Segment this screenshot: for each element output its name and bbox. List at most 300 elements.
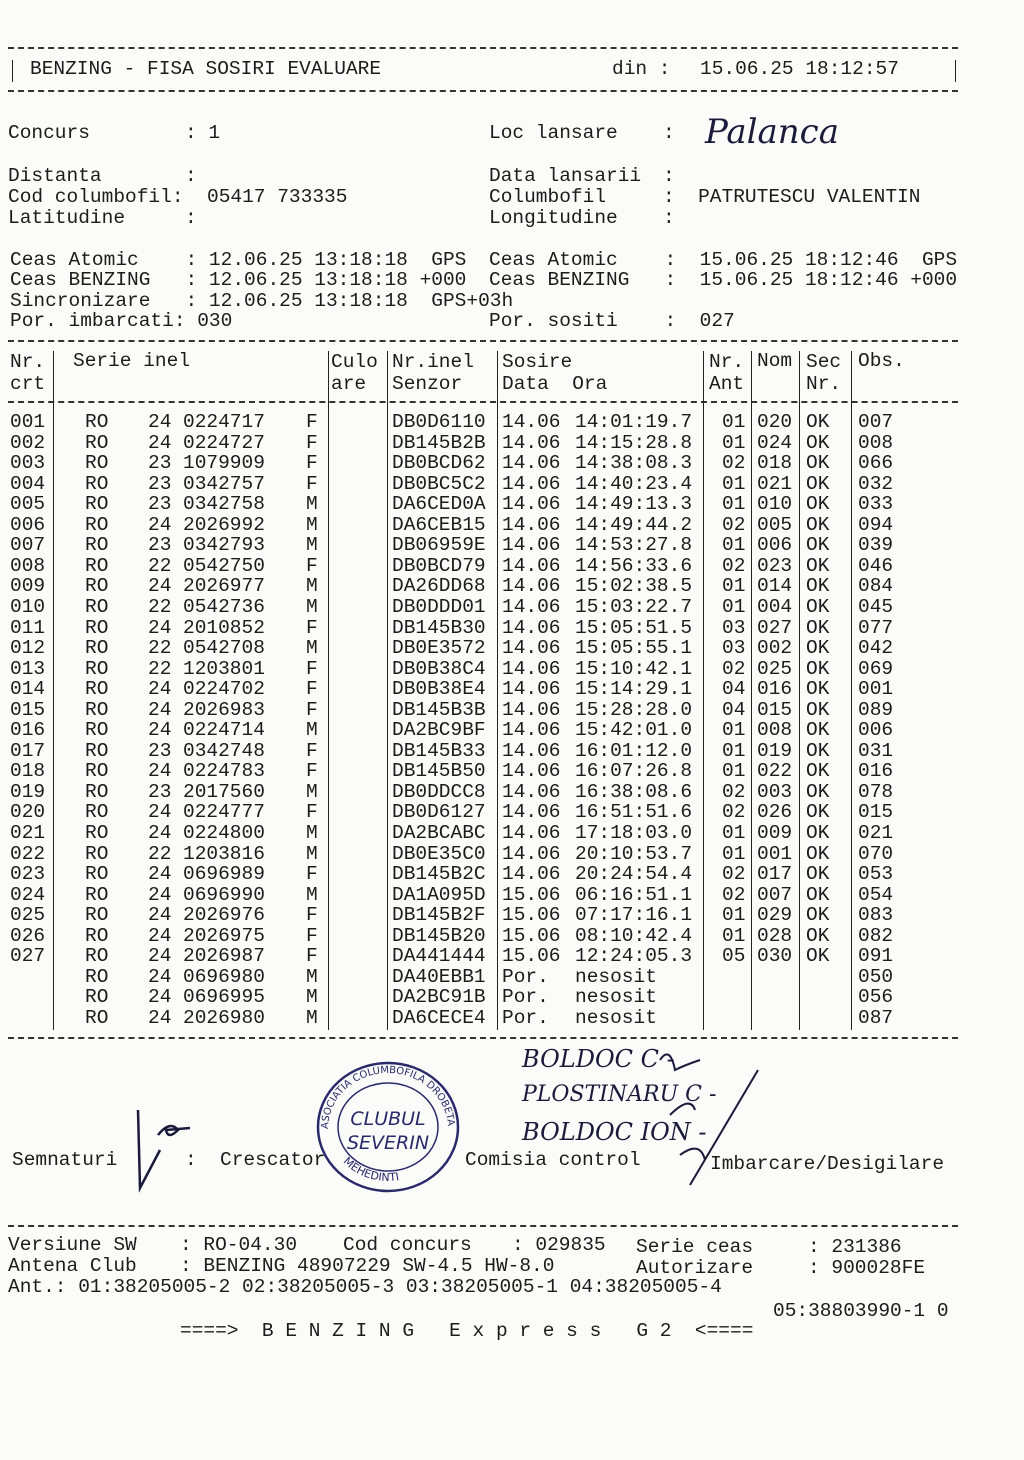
separator: : bbox=[663, 122, 675, 144]
concurs-value: : 1 bbox=[185, 122, 221, 144]
frame-left bbox=[12, 60, 13, 82]
cell-arrival-date: 14.06 bbox=[502, 554, 561, 577]
cell-sex: M bbox=[306, 637, 318, 660]
cell-ring-year: 23 bbox=[148, 739, 172, 762]
cell-sec-status: OK bbox=[806, 513, 830, 536]
divider bbox=[8, 47, 958, 49]
cell-sex: M bbox=[306, 822, 318, 844]
cell-sec-status: OK bbox=[806, 472, 830, 495]
cell-sex: F bbox=[306, 657, 318, 680]
column-divider bbox=[53, 351, 54, 1030]
cell-obs: 032 bbox=[858, 472, 894, 495]
cell-arrival-time: 20:24:54.4 bbox=[575, 863, 693, 886]
cell-ring-number: 2026980 bbox=[183, 1006, 265, 1029]
cell-arrival-time: 15:14:29.1 bbox=[575, 678, 693, 701]
antena-value: : BENZING 48907229 SW-4.5 HW-8.0 bbox=[180, 1255, 555, 1277]
cell-ring-number: 0342748 bbox=[183, 739, 265, 762]
cell-ring-year: 23 bbox=[148, 472, 172, 495]
cell-nom: 023 bbox=[757, 554, 793, 577]
cell-nr-crt: 022 bbox=[10, 842, 46, 865]
cell-ring-year: 24 bbox=[148, 616, 172, 639]
clock-left-2: Ceas BENZING : 12.06.25 13:18:18 +000 bbox=[10, 269, 467, 291]
cell-country: RO bbox=[85, 472, 109, 495]
cell-nr-crt: 010 bbox=[10, 595, 46, 618]
committee-name-1: BOLDOC C - bbox=[522, 1045, 675, 1073]
cell-antenna: 01 bbox=[722, 739, 746, 762]
cell-arrival-date: Por. bbox=[502, 1006, 549, 1029]
cell-antenna: 03 bbox=[722, 616, 746, 639]
data-lansarii-label: Data lansarii bbox=[489, 165, 642, 187]
cell-arrival-date: 14.06 bbox=[502, 472, 561, 495]
cell-nr-crt: 005 bbox=[10, 493, 46, 516]
cell-country: RO bbox=[85, 493, 109, 516]
clock-right-1: Ceas Atomic : 15.06.25 18:12:46 GPS bbox=[489, 249, 958, 271]
cell-sensor-id: DB0D6127 bbox=[392, 801, 486, 824]
crescator-label: Crescator bbox=[220, 1149, 326, 1171]
imbarcare-label: Imbarcare/Desigilare bbox=[710, 1153, 945, 1175]
por-sositi: Por. sositi : 027 bbox=[489, 310, 735, 332]
cell-arrival-time: 16:07:26.8 bbox=[575, 760, 693, 783]
cell-sex: F bbox=[306, 945, 318, 968]
cell-arrival-time: 17:18:03.0 bbox=[575, 822, 693, 844]
cell-ring-year: 23 bbox=[148, 452, 172, 475]
cell-nr-crt: 014 bbox=[10, 678, 46, 701]
cell-sensor-id: DA2BC91B bbox=[392, 986, 486, 1009]
cell-ring-number: 2026977 bbox=[183, 575, 265, 598]
cell-antenna: 04 bbox=[722, 678, 746, 701]
cell-sec-status: OK bbox=[806, 924, 830, 947]
cell-ring-year: 24 bbox=[148, 678, 172, 701]
cell-sec-status: OK bbox=[806, 780, 830, 803]
column-divider bbox=[703, 351, 704, 1030]
cell-sex: F bbox=[306, 411, 318, 433]
cell-ring-year: 22 bbox=[148, 842, 172, 865]
cell-obs: 087 bbox=[858, 1006, 894, 1029]
cell-antenna: 01 bbox=[722, 493, 746, 516]
col-culoare: Culo are bbox=[331, 351, 378, 395]
cell-nom: 002 bbox=[757, 637, 793, 660]
cell-country: RO bbox=[85, 719, 109, 742]
distanta-label: Distanta bbox=[8, 165, 102, 187]
cell-ring-year: 24 bbox=[148, 863, 172, 886]
cell-ring-number: 0224714 bbox=[183, 719, 265, 742]
cell-nr-crt: 006 bbox=[10, 513, 46, 536]
cell-nom: 024 bbox=[757, 431, 793, 454]
cell-nom: 025 bbox=[757, 657, 793, 680]
cell-arrival-date: 14.06 bbox=[502, 678, 561, 701]
cell-country: RO bbox=[85, 411, 109, 433]
latitudine-label: Latitudine bbox=[8, 207, 126, 229]
divider bbox=[8, 1037, 958, 1039]
breeder-signature bbox=[130, 1100, 200, 1195]
cell-ring-number: 2017560 bbox=[183, 780, 265, 803]
columbofil-label: Columbofil bbox=[489, 186, 607, 208]
cell-ring-year: 24 bbox=[148, 575, 172, 598]
longitudine-label: Longitudine bbox=[489, 207, 618, 229]
cell-sex: F bbox=[306, 554, 318, 577]
cell-sex: M bbox=[306, 842, 318, 865]
cell-obs: 066 bbox=[858, 452, 894, 475]
cell-arrival-date: 14.06 bbox=[502, 801, 561, 824]
antenna-list: Ant.: 01:38205005-2 02:38205005-3 03:38205005-1 04:38205005-4 bbox=[8, 1276, 722, 1298]
cell-nr-crt: 025 bbox=[10, 904, 46, 927]
antenna-list-2: 05:38803990-1 0 bbox=[773, 1300, 949, 1322]
cell-antenna: 01 bbox=[722, 472, 746, 495]
cell-sex: M bbox=[306, 595, 318, 618]
cell-sec-status: OK bbox=[806, 822, 830, 844]
cell-country: RO bbox=[85, 1006, 109, 1029]
cell-nr-crt: 011 bbox=[10, 616, 46, 639]
cell-obs: 015 bbox=[858, 801, 894, 824]
cell-country: RO bbox=[85, 883, 109, 906]
cell-obs: 008 bbox=[858, 431, 894, 454]
cell-obs: 031 bbox=[858, 739, 894, 762]
cell-ring-number: 2026983 bbox=[183, 698, 265, 721]
cell-nr-crt: 007 bbox=[10, 534, 46, 557]
cell-country: RO bbox=[85, 595, 109, 618]
cell-ring-year: 22 bbox=[148, 657, 172, 680]
cell-ring-number: 2026992 bbox=[183, 513, 265, 536]
cell-ring-year: 24 bbox=[148, 431, 172, 454]
printed-datetime: 15.06.25 18:12:57 bbox=[700, 58, 899, 80]
cell-obs: 007 bbox=[858, 411, 894, 433]
cell-ring-number: 0696989 bbox=[183, 863, 265, 886]
cell-sex: F bbox=[306, 431, 318, 454]
cell-country: RO bbox=[85, 452, 109, 475]
cell-country: RO bbox=[85, 863, 109, 886]
cell-obs: 016 bbox=[858, 760, 894, 783]
separator: : bbox=[185, 165, 197, 187]
cell-nr-crt: 003 bbox=[10, 452, 46, 475]
cell-nr-crt: 018 bbox=[10, 760, 46, 783]
loc-lansare-label: Loc lansare bbox=[489, 122, 618, 144]
cell-sensor-id: DB0DDCC8 bbox=[392, 780, 486, 803]
cell-sex: F bbox=[306, 452, 318, 475]
cod-concurs-label: Cod concurs bbox=[343, 1234, 472, 1256]
cell-country: RO bbox=[85, 986, 109, 1009]
frame-right bbox=[955, 60, 956, 82]
cell-antenna: 01 bbox=[722, 924, 746, 947]
cell-nom: 027 bbox=[757, 616, 793, 639]
cell-nom: 026 bbox=[757, 801, 793, 824]
cell-sensor-id: DB145B2B bbox=[392, 431, 486, 454]
cell-sensor-id: DA26DD68 bbox=[392, 575, 486, 598]
cell-nom: 019 bbox=[757, 739, 793, 762]
antena-label: Antena Club bbox=[8, 1255, 137, 1277]
cell-obs: 082 bbox=[858, 924, 894, 947]
cell-antenna: 02 bbox=[722, 554, 746, 577]
comisia-control-label: Comisia control bbox=[465, 1149, 641, 1171]
cell-sec-status: OK bbox=[806, 678, 830, 701]
cell-ring-year: 23 bbox=[148, 534, 172, 557]
cell-obs: 042 bbox=[858, 637, 894, 660]
cell-sensor-id: DA441444 bbox=[392, 945, 486, 968]
cell-ring-year: 24 bbox=[148, 411, 172, 433]
separator: : bbox=[185, 1149, 197, 1171]
cell-sec-status: OK bbox=[806, 801, 830, 824]
cell-nr-crt: 015 bbox=[10, 698, 46, 721]
cell-arrival-date: 14.06 bbox=[502, 411, 561, 433]
cell-ring-year: 24 bbox=[148, 822, 172, 844]
cell-ring-year: 22 bbox=[148, 595, 172, 618]
cell-nom: 018 bbox=[757, 452, 793, 475]
cell-sex: F bbox=[306, 801, 318, 824]
cell-obs: 045 bbox=[858, 595, 894, 618]
cell-arrival-date: 14.06 bbox=[502, 575, 561, 598]
cell-nom: 010 bbox=[757, 493, 793, 516]
cell-arrival-time: nesosit bbox=[575, 1006, 657, 1029]
cell-nom: 007 bbox=[757, 883, 793, 906]
cell-nom: 005 bbox=[757, 513, 793, 536]
cell-obs: 078 bbox=[858, 780, 894, 803]
cell-arrival-date: Por. bbox=[502, 986, 549, 1009]
autorizare-label: Autorizare bbox=[636, 1257, 754, 1279]
cell-obs: 033 bbox=[858, 493, 894, 516]
cell-arrival-time: 08:10:42.4 bbox=[575, 924, 693, 947]
cell-sec-status: OK bbox=[806, 842, 830, 865]
stamp-ring-top: ASOCIATIA COLUMBOFILA DROBETA bbox=[319, 1064, 456, 1130]
cell-ring-number: 0696980 bbox=[183, 965, 265, 988]
column-divider bbox=[851, 351, 852, 1030]
cell-sec-status: OK bbox=[806, 760, 830, 783]
cell-antenna: 02 bbox=[722, 863, 746, 886]
cell-obs: 046 bbox=[858, 554, 894, 577]
cell-arrival-time: 16:38:08.6 bbox=[575, 780, 693, 803]
cell-antenna: 04 bbox=[722, 698, 746, 721]
cell-sensor-id: DB145B20 bbox=[392, 924, 486, 947]
cell-sec-status: OK bbox=[806, 431, 830, 454]
cell-nr-crt: 004 bbox=[10, 472, 46, 495]
cell-nom: 028 bbox=[757, 924, 793, 947]
semnaturi-label: Semnaturi bbox=[12, 1149, 118, 1171]
cell-ring-year: 24 bbox=[148, 924, 172, 947]
cell-sensor-id: DB0D6110 bbox=[392, 411, 486, 433]
cell-arrival-date: 14.06 bbox=[502, 534, 561, 557]
cod-concurs-value: : 029835 bbox=[512, 1234, 606, 1256]
cell-sensor-id: DA6CEB15 bbox=[392, 513, 486, 536]
cell-arrival-time: 14:01:19.7 bbox=[575, 411, 693, 433]
cell-ring-number: 0342758 bbox=[183, 493, 265, 516]
cell-arrival-time: 15:10:42.1 bbox=[575, 657, 693, 680]
cell-antenna: 01 bbox=[722, 595, 746, 618]
cell-country: RO bbox=[85, 945, 109, 968]
cell-country: RO bbox=[85, 965, 109, 988]
cell-country: RO bbox=[85, 431, 109, 454]
cell-ring-number: 0542708 bbox=[183, 637, 265, 660]
cell-ring-year: 22 bbox=[148, 554, 172, 577]
cell-sensor-id: DB0B38E4 bbox=[392, 678, 486, 701]
cell-obs: 084 bbox=[858, 575, 894, 598]
cell-arrival-time: 16:01:12.0 bbox=[575, 739, 693, 762]
cell-antenna: 02 bbox=[722, 883, 746, 906]
cell-country: RO bbox=[85, 904, 109, 927]
cell-nom: 009 bbox=[757, 822, 793, 844]
cell-arrival-date: 14.06 bbox=[502, 842, 561, 865]
cell-sec-status: OK bbox=[806, 575, 830, 598]
cell-sex: M bbox=[306, 780, 318, 803]
cell-country: RO bbox=[85, 698, 109, 721]
cell-nom: 030 bbox=[757, 945, 793, 968]
cell-ring-year: 24 bbox=[148, 1006, 172, 1029]
cell-obs: 021 bbox=[858, 822, 894, 844]
cell-obs: 077 bbox=[858, 616, 894, 639]
cell-sensor-id: DB0E35C0 bbox=[392, 842, 486, 865]
device-banner: ====> B E N Z I N G E x p r e s s G 2 <==== bbox=[180, 1320, 754, 1342]
cell-ring-number: 2026976 bbox=[183, 904, 265, 927]
cell-antenna: 02 bbox=[722, 513, 746, 536]
cell-ring-year: 24 bbox=[148, 760, 172, 783]
cell-arrival-date: 14.06 bbox=[502, 431, 561, 454]
cell-nom: 014 bbox=[757, 575, 793, 598]
cell-obs: 091 bbox=[858, 945, 894, 968]
cell-obs: 070 bbox=[858, 842, 894, 865]
cell-arrival-date: 14.06 bbox=[502, 863, 561, 886]
cell-sec-status: OK bbox=[806, 637, 830, 660]
cell-arrival-date: 14.06 bbox=[502, 760, 561, 783]
cell-antenna: 01 bbox=[722, 760, 746, 783]
cell-country: RO bbox=[85, 534, 109, 557]
cell-sensor-id: DB0DDD01 bbox=[392, 595, 486, 618]
cell-arrival-date: 15.06 bbox=[502, 945, 561, 968]
cell-sec-status: OK bbox=[806, 616, 830, 639]
cell-sensor-id: DB145B30 bbox=[392, 616, 486, 639]
cell-ring-year: 22 bbox=[148, 637, 172, 660]
column-divider bbox=[497, 351, 498, 1030]
cell-arrival-time: 14:49:44.2 bbox=[575, 513, 693, 536]
cell-sensor-id: DA1A095D bbox=[392, 883, 486, 906]
cell-nom: 003 bbox=[757, 780, 793, 803]
cell-sex: F bbox=[306, 924, 318, 947]
cell-country: RO bbox=[85, 513, 109, 536]
cell-ring-year: 24 bbox=[148, 801, 172, 824]
loc-lansare-handwritten: Palanca bbox=[705, 112, 839, 152]
cell-country: RO bbox=[85, 801, 109, 824]
cell-ring-year: 23 bbox=[148, 780, 172, 803]
cell-sec-status: OK bbox=[806, 698, 830, 721]
cell-ring-number: 0224727 bbox=[183, 431, 265, 454]
cell-obs: 050 bbox=[858, 965, 894, 988]
cell-arrival-time: 20:10:53.7 bbox=[575, 842, 693, 865]
cell-sensor-id: DB0BC5C2 bbox=[392, 472, 486, 495]
committee-name-3: BOLDOC ION - bbox=[522, 1118, 707, 1146]
stamp-ring-bottom: MEHEDINTI bbox=[340, 1154, 400, 1185]
club-stamp bbox=[313, 1057, 463, 1197]
cell-obs: 054 bbox=[858, 883, 894, 906]
cell-ring-number: 0224800 bbox=[183, 822, 265, 844]
cell-ring-number: 1203801 bbox=[183, 657, 265, 680]
separator: : bbox=[663, 165, 675, 187]
cell-sex: M bbox=[306, 1006, 318, 1029]
cell-arrival-time: 14:53:27.8 bbox=[575, 534, 693, 557]
cell-sex: M bbox=[306, 719, 318, 742]
autorizare-value: : 900028FE bbox=[808, 1257, 926, 1279]
cell-sec-status: OK bbox=[806, 411, 830, 433]
separator: : bbox=[663, 207, 675, 229]
clock-right-2: Ceas BENZING : 15.06.25 18:12:46 +000 bbox=[489, 269, 958, 291]
cod-columbofil-label: Cod columbofil: bbox=[8, 186, 184, 208]
cell-arrival-time: 15:28:28.0 bbox=[575, 698, 693, 721]
cell-country: RO bbox=[85, 616, 109, 639]
cell-sensor-id: DB0E3572 bbox=[392, 637, 486, 660]
cell-arrival-date: 14.06 bbox=[502, 657, 561, 680]
cell-nr-crt: 008 bbox=[10, 554, 46, 577]
cell-nom: 006 bbox=[757, 534, 793, 557]
cell-arrival-date: 14.06 bbox=[502, 780, 561, 803]
cell-ring-number: 0696995 bbox=[183, 986, 265, 1009]
col-sosire: Sosire Data Ora bbox=[502, 351, 608, 395]
col-nom: Nom bbox=[757, 350, 793, 372]
cell-arrival-time: 14:56:33.6 bbox=[575, 554, 693, 577]
cell-sensor-id: DB145B2C bbox=[392, 863, 486, 886]
cell-sensor-id: DB145B3B bbox=[392, 698, 486, 721]
cell-ring-year: 24 bbox=[148, 698, 172, 721]
cell-arrival-date: 14.06 bbox=[502, 513, 561, 536]
cod-columbofil-value: 05417 733335 bbox=[207, 186, 348, 208]
cell-ring-number: 0342793 bbox=[183, 534, 265, 557]
separator: : bbox=[185, 207, 197, 229]
cell-antenna: 01 bbox=[722, 904, 746, 927]
cell-sex: F bbox=[306, 698, 318, 721]
cell-arrival-date: 15.06 bbox=[502, 904, 561, 927]
divider bbox=[8, 340, 958, 342]
cell-ring-number: 0342757 bbox=[183, 472, 265, 495]
col-serie-inel: Serie inel bbox=[73, 350, 191, 372]
serie-ceas-value: : 231386 bbox=[808, 1236, 902, 1258]
cell-sec-status: OK bbox=[806, 493, 830, 516]
cell-arrival-date: 14.06 bbox=[502, 616, 561, 639]
clock-left-3: Sincronizare : 12.06.25 13:18:18 GPS+03h bbox=[10, 290, 514, 312]
cell-sensor-id: DA2BCABC bbox=[392, 822, 486, 844]
column-divider bbox=[387, 351, 388, 1030]
cell-nr-crt: 026 bbox=[10, 924, 46, 947]
por-imbarcati: Por. imbarcati: 030 bbox=[10, 310, 233, 332]
cell-sec-status: OK bbox=[806, 883, 830, 906]
cell-nom: 015 bbox=[757, 698, 793, 721]
cell-arrival-time: 07:17:16.1 bbox=[575, 904, 693, 927]
cell-sex: F bbox=[306, 472, 318, 495]
cell-antenna: 01 bbox=[722, 822, 746, 844]
cell-arrival-date: 14.06 bbox=[502, 452, 561, 475]
cell-sensor-id: DB0BCD79 bbox=[392, 554, 486, 577]
cell-country: RO bbox=[85, 780, 109, 803]
cell-arrival-date: 15.06 bbox=[502, 883, 561, 906]
cell-ring-number: 0224702 bbox=[183, 678, 265, 701]
cell-sec-status: OK bbox=[806, 595, 830, 618]
cell-ring-number: 2026975 bbox=[183, 924, 265, 947]
cell-nr-crt: 017 bbox=[10, 739, 46, 762]
cell-country: RO bbox=[85, 657, 109, 680]
cell-obs: 053 bbox=[858, 863, 894, 886]
cell-country: RO bbox=[85, 822, 109, 844]
cell-antenna: 01 bbox=[722, 719, 746, 742]
divider bbox=[8, 1225, 958, 1227]
cell-sex: F bbox=[306, 904, 318, 927]
cell-sex: F bbox=[306, 739, 318, 762]
cell-arrival-time: 14:15:28.8 bbox=[575, 431, 693, 454]
clock-left-1: Ceas Atomic : 12.06.25 13:18:18 GPS bbox=[10, 249, 467, 271]
cell-obs: 083 bbox=[858, 904, 894, 927]
versiune-value: : RO-04.30 bbox=[180, 1234, 298, 1256]
col-nr-crt: Nr. crt bbox=[10, 351, 46, 395]
cell-sex: M bbox=[306, 513, 318, 536]
cell-sensor-id: DA6CED0A bbox=[392, 493, 486, 516]
cell-arrival-date: 14.06 bbox=[502, 698, 561, 721]
cell-sec-status: OK bbox=[806, 904, 830, 927]
divider bbox=[8, 90, 958, 92]
cell-arrival-date: 14.06 bbox=[502, 739, 561, 762]
cell-nom: 004 bbox=[757, 595, 793, 618]
cell-sex: M bbox=[306, 986, 318, 1009]
